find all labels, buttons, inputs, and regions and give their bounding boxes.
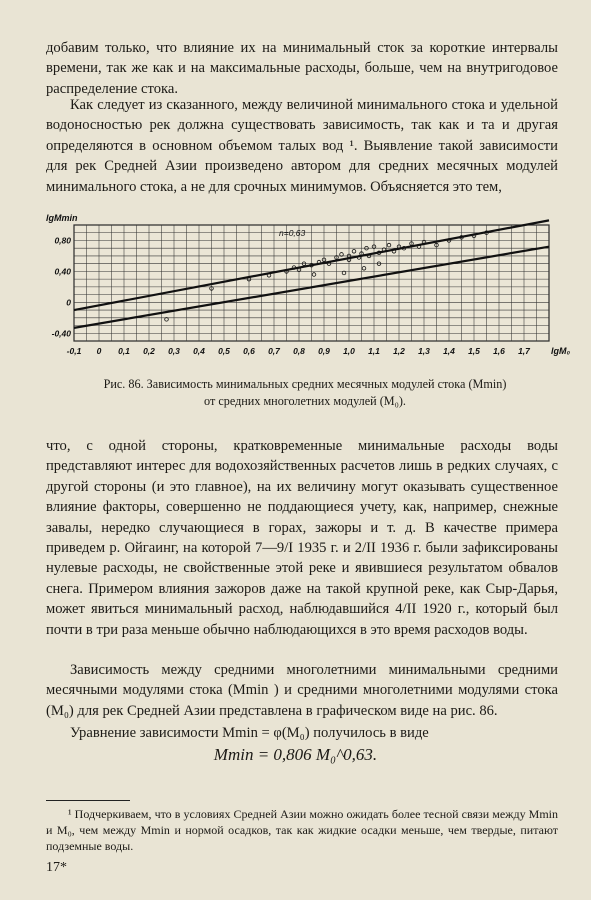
x-tick-label: 0,9 <box>318 346 330 356</box>
footnote-rule <box>46 800 130 801</box>
x-tick-label: 1,0 <box>343 346 355 356</box>
figure-caption <box>60 376 550 410</box>
x-tick-label: 1,6 <box>493 346 505 356</box>
x-tick-label: 1,2 <box>393 346 405 356</box>
x-tick-label: 0,2 <box>143 346 155 356</box>
x-tick-label: -0,1 <box>66 346 82 356</box>
paragraph-3: что, с одной стороны, кратковременные минимальные расходы воды представляют интерес для водохозяйственных расчетов лишь в редких случаях, с другой стороны (и это главное), на их величину могут оказывать существенное влияние факторы, совершенно не поддающиеся учету, как, например, снежные завалы, нередко случающиеся в горах, зажоры и т. д. В качестве примера приведем р. Ойгаинг, на которой 7—9/I 1935 г. и 2/II 1936 г. были зафиксированы нулевые расходы, не свойственные этой реке и явившиеся результатом обвалов снега. Примером влияния зажоров даже на такой крупной реке, как Сыр-Дарья, может явиться минимальный расход, наблюдавшийся 4/II 1920 г., который был почти в три раза меньше обычно наблюдающихся в это время расходов воды. <box>46 438 558 638</box>
x-tick-label: 1,3 <box>418 346 430 356</box>
page-number: 17* <box>46 860 67 875</box>
x-tick-label: 0,1 <box>118 346 130 356</box>
x-axis-label: lgM₀ <box>551 346 571 356</box>
x-tick-label: 0,3 <box>168 346 180 356</box>
paragraph-2: Как следует из сказанного, между величиной минимального стока и удельной водоносностью рек должна существовать зависимость, так как и та и другая определяются в основном объемом талых вод ¹. Выявление такой зависимости для рек Средней Азии произведено автором для средних месячных модулей минимального стока, а не для срочных минимумов. Объясняется это тем, <box>46 97 558 195</box>
x-tick-label: 0 <box>96 346 102 356</box>
figure-caption-line-1: Рис. 86. Зависимость минимальных средних месячных модулей стока (Mmin) <box>103 377 507 391</box>
figure-caption-line-2: от средних многолетних модулей (M₀). <box>204 394 406 408</box>
x-tick-label: 1,4 <box>443 346 455 356</box>
x-tick-label: 0,5 <box>218 346 230 356</box>
y-tick-label: 0 <box>66 297 71 308</box>
paragraph-1: добавим только, что влияние их на минимальный сток за короткие интервалы времени, так же как и на максимальные расходы, больше, чем на внутригодовое распределение стока. <box>46 40 558 97</box>
x-tick-label: 1,7 <box>518 346 530 356</box>
y-axis-label: lgMmin <box>46 213 78 223</box>
x-tick-label: 1,5 <box>468 346 480 356</box>
paragraph-4: Зависимость между средними многолетними минимальными средними месячными модулями стока (Mmin ) и средними многолетними модулями стока (M₀) для рек Средней Азии представлена в графическом виде на рис. 86. <box>46 662 558 719</box>
y-tick-label: 0,40 <box>54 266 71 277</box>
y-tick-label: 0,80 <box>54 235 71 246</box>
x-tick-label: 0,7 <box>268 346 280 356</box>
x-tick-label: 0,6 <box>243 346 255 356</box>
paragraph-5: Уравнение зависимости Mmin = φ(M₀) получилось в виде <box>70 725 429 741</box>
footnote: ¹ Подчеркиваем, что в условиях Средней Азии можно ожидать более тесной связи между Mmin и M₀, чем между Mmin и нормой осадков, так как жидкие осадки меньше, чем твердые, питают подземные воды. <box>46 807 558 853</box>
x-tick-label: 1,1 <box>368 346 380 356</box>
y-tick-label: -0,40 <box>51 328 71 339</box>
x-tick-label: 0,4 <box>193 346 205 356</box>
equation: Mmin = 0,806 M₀^0,63. <box>213 745 378 764</box>
x-tick-label: 0,8 <box>293 346 305 356</box>
slope-annotation: n=0,63 <box>279 227 306 238</box>
figure-86-chart <box>44 205 571 356</box>
